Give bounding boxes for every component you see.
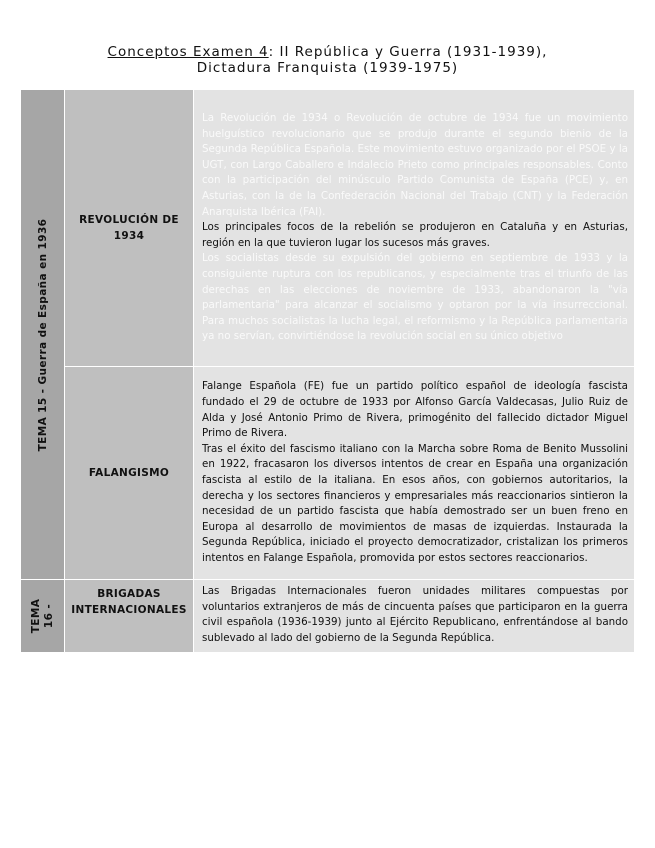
concept-label: REVOLUCIÓN DE 1934	[79, 214, 179, 242]
concept-label: FALANGISMO	[88, 467, 170, 479]
concept-label: BRIGADAS INTERNACIONALES	[71, 588, 187, 616]
tema-16-label	[30, 599, 56, 634]
paragraph-faded: Los socialistas desde su expulsión del gobierno en septiembre de 1933 y la consiguiente ruptura con los republicanos, y especialmente tras el triunfo de las derechas en las elecciones de noviembre de 1933, abandonaron la "vía parlamentaria" para alcanzar el socialismo y optaron por la vía insurreccional. Para muchos socialistas la lucha legal, el reformismo y la República parlamentaria ya no servían, convirtiéndose la revolución social en su único objetivo	[202, 252, 628, 343]
tema-16-cell	[21, 580, 65, 653]
paragraph: Falange Española (FE) fue un partido político español de ideología fascista fundado el 29 de octubre de 1933 por Alfonso García Valdecasas, Julio Ruiz de Alda y José Antonio Primo de Rivera, primogénito del fallecido dictador Miguel Primo de Rivera.	[202, 380, 628, 440]
description-brigadas-internacionales	[194, 580, 635, 653]
description-falangismo	[194, 367, 635, 580]
tema-16-line1: TEMA	[29, 598, 42, 634]
paragraph-faded: La Revolución de 1934 o Revolución de octubre de 1934 fue un movimiento huelguístico revolucionario que se produjo durante el segundo bienio de la Segunda República Española. Este movimiento estuvo organizado por el PSOE y la UGT, con Largo Caballero e Indalecio Prieto como principales responsables. Conto con la participación del minúsculo Partido Comunista de España (PCE) y, en Asturias, con la de la Confederación Nacional del Trabajo (CNT) y la Federación Anarquista Ibérica (FAI).	[202, 112, 628, 218]
table-row	[21, 90, 635, 367]
title-colon: :	[268, 44, 275, 60]
tema-15-label: TEMA 15 - Guerra de España en 1936	[36, 218, 49, 451]
table-row	[21, 367, 635, 580]
description-revolucion-1934	[194, 90, 635, 367]
tema-16-line2: 16 -	[42, 603, 55, 629]
paragraph: Las Brigadas Internacionales fueron unidades militares compuestas por voluntarios extranjeros de más de cincuenta países que participaron en la guerra civil española (1936-1939) junto al Ejército Republicano, enfrentándose al bando sublevado al lado del gobierno de la Segunda República.	[202, 585, 628, 644]
concept-revolucion-1934	[65, 90, 194, 367]
concepts-table	[20, 89, 635, 653]
paragraph: Los principales focos de la rebelión se produjeron en Cataluña y en Asturias, región en la que tuvieron lugar los sucesos más graves.	[202, 221, 628, 249]
concept-falangismo	[65, 367, 194, 580]
paragraph: Tras el éxito del fascismo italiano con la Marcha sobre Roma de Benito Mussolini en 1922, fracasaron los diversos intentos de crear en España una organización fascista al estilo de la italiana. En esos años, con gobiernos autoritarios, la derecha y los sectores financieros y empresariales más reaccionarios sintieron la necesidad de un partido fascista que había demostrado ser un buen freno en Europa al desarrollo de movimientos de masas de izquierdas. Instaurada la Segunda República, iniciado el proyecto democratizador, cristalizan los primeros intentos en Falange Española, promovida por estos sectores reaccionarios.	[202, 442, 628, 564]
table-row	[21, 580, 635, 653]
title-prefix: Conceptos Examen 4	[107, 44, 269, 60]
concept-brigadas-internacionales	[65, 580, 194, 653]
page-title	[90, 44, 565, 76]
title-rest: II República y Guerra (1931-1939), Dictadura Franquista (1939-1975)	[196, 44, 548, 76]
tema-15-cell	[21, 90, 65, 580]
